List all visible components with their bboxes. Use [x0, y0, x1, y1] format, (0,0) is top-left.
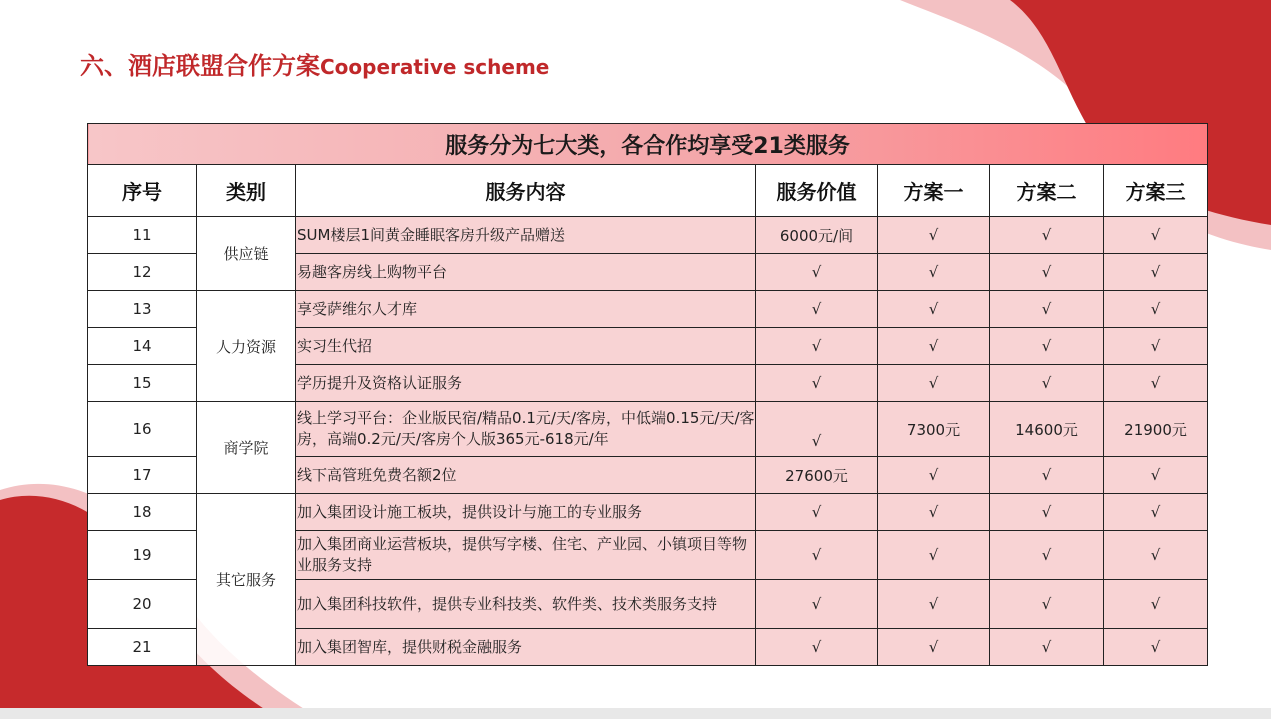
plan-1-cell: √: [878, 629, 990, 666]
row-number: 20: [88, 580, 197, 629]
plan-2-cell: √: [990, 254, 1104, 291]
service-content: 线下高管班免费名额2位: [296, 457, 756, 494]
header-plan-2: 方案二: [990, 165, 1104, 217]
service-value: √: [756, 328, 878, 365]
page-title-cn: 六、酒店联盟合作方案: [80, 52, 320, 80]
service-content: 加入集团科技软件，提供专业科技类、软件类、技术类服务支持: [296, 580, 756, 629]
plan-3-cell: √: [1104, 457, 1208, 494]
plan-1-cell: √: [878, 291, 990, 328]
header-category: 类别: [197, 165, 296, 217]
plan-1-cell: √: [878, 254, 990, 291]
service-value: √: [756, 531, 878, 580]
page-title-en: Cooperative scheme: [320, 55, 550, 79]
service-content: 线上学习平台：企业版民宿/精品0.1元/天/客房，中低端0.15元/天/客房，高端0.2元/天/客房个人版365元-618元/年: [296, 402, 756, 457]
plan-1-cell: √: [878, 457, 990, 494]
plan-3-cell: √: [1104, 291, 1208, 328]
service-value: 6000元/间: [756, 217, 878, 254]
table-row: [88, 217, 1208, 254]
header-plan-1: 方案一: [878, 165, 990, 217]
service-content: 实习生代招: [296, 328, 756, 365]
service-value: 27600元: [756, 457, 878, 494]
bottom-gray-stripe-decoration: [0, 700, 1271, 719]
row-number: 14: [88, 328, 197, 365]
plan-2-cell: √: [990, 494, 1104, 531]
header-plan-3: 方案三: [1104, 165, 1208, 217]
plan-2-cell: √: [990, 291, 1104, 328]
service-value: √: [756, 291, 878, 328]
row-number: 16: [88, 402, 197, 457]
plan-2-cell: √: [990, 580, 1104, 629]
plan-1-cell: √: [878, 494, 990, 531]
plan-2-cell: √: [990, 365, 1104, 402]
row-number: 12: [88, 254, 197, 291]
plan-1-cell: √: [878, 580, 990, 629]
service-content: 学历提升及资格认证服务: [296, 365, 756, 402]
header-content: 服务内容: [296, 165, 756, 217]
table-row: [88, 402, 1208, 457]
service-value: √: [756, 365, 878, 402]
header-value: 服务价值: [756, 165, 878, 217]
plan-3-cell: √: [1104, 580, 1208, 629]
category-cell: 人力资源: [197, 291, 296, 402]
row-number: 21: [88, 629, 197, 666]
service-value: √: [756, 254, 878, 291]
table-row: [88, 291, 1208, 328]
header-no: 序号: [88, 165, 197, 217]
plan-2-cell: √: [990, 328, 1104, 365]
category-cell: 供应链: [197, 217, 296, 291]
plan-1-cell: √: [878, 365, 990, 402]
service-content: 享受萨维尔人才库: [296, 291, 756, 328]
plan-2-cell: √: [990, 629, 1104, 666]
plan-2-cell: √: [990, 457, 1104, 494]
page-title: [80, 46, 549, 81]
row-number: 18: [88, 494, 197, 531]
row-number: 13: [88, 291, 197, 328]
plan-3-cell: √: [1104, 328, 1208, 365]
category-cell: 商学院: [197, 402, 296, 494]
row-number: 19: [88, 531, 197, 580]
plan-2-cell: 14600元: [990, 402, 1104, 457]
plan-3-cell: √: [1104, 531, 1208, 580]
service-value: √: [756, 629, 878, 666]
service-value: √: [756, 580, 878, 629]
category-cell: 其它服务: [197, 494, 296, 666]
service-content: 易趣客房线上购物平台: [296, 254, 756, 291]
service-content: 加入集团商业运营板块，提供写字楼、住宅、产业园、小镇项目等物业服务支持: [296, 531, 756, 580]
row-number: 15: [88, 365, 197, 402]
table-row: [88, 494, 1208, 531]
plan-2-cell: √: [990, 531, 1104, 580]
plan-3-cell: √: [1104, 629, 1208, 666]
plan-3-cell: √: [1104, 494, 1208, 531]
plan-2-cell: √: [990, 217, 1104, 254]
plan-1-cell: √: [878, 531, 990, 580]
table-header-row: [88, 165, 1208, 217]
plan-1-cell: 7300元: [878, 402, 990, 457]
plan-1-cell: √: [878, 328, 990, 365]
service-content: 加入集团设计施工板块，提供设计与施工的专业服务: [296, 494, 756, 531]
service-value: √: [756, 402, 878, 457]
plan-3-cell: 21900元: [1104, 402, 1208, 457]
row-number: 11: [88, 217, 197, 254]
service-value: √: [756, 494, 878, 531]
plan-3-cell: √: [1104, 217, 1208, 254]
service-table: [87, 123, 1208, 666]
plan-3-cell: √: [1104, 365, 1208, 402]
row-number: 17: [88, 457, 197, 494]
service-content: SUM楼层1间黄金睡眠客房升级产品赠送: [296, 217, 756, 254]
table-banner: 服务分为七大类，各合作均享受21类服务: [88, 124, 1208, 165]
plan-1-cell: √: [878, 217, 990, 254]
service-content: 加入集团智库，提供财税金融服务: [296, 629, 756, 666]
plan-3-cell: √: [1104, 254, 1208, 291]
